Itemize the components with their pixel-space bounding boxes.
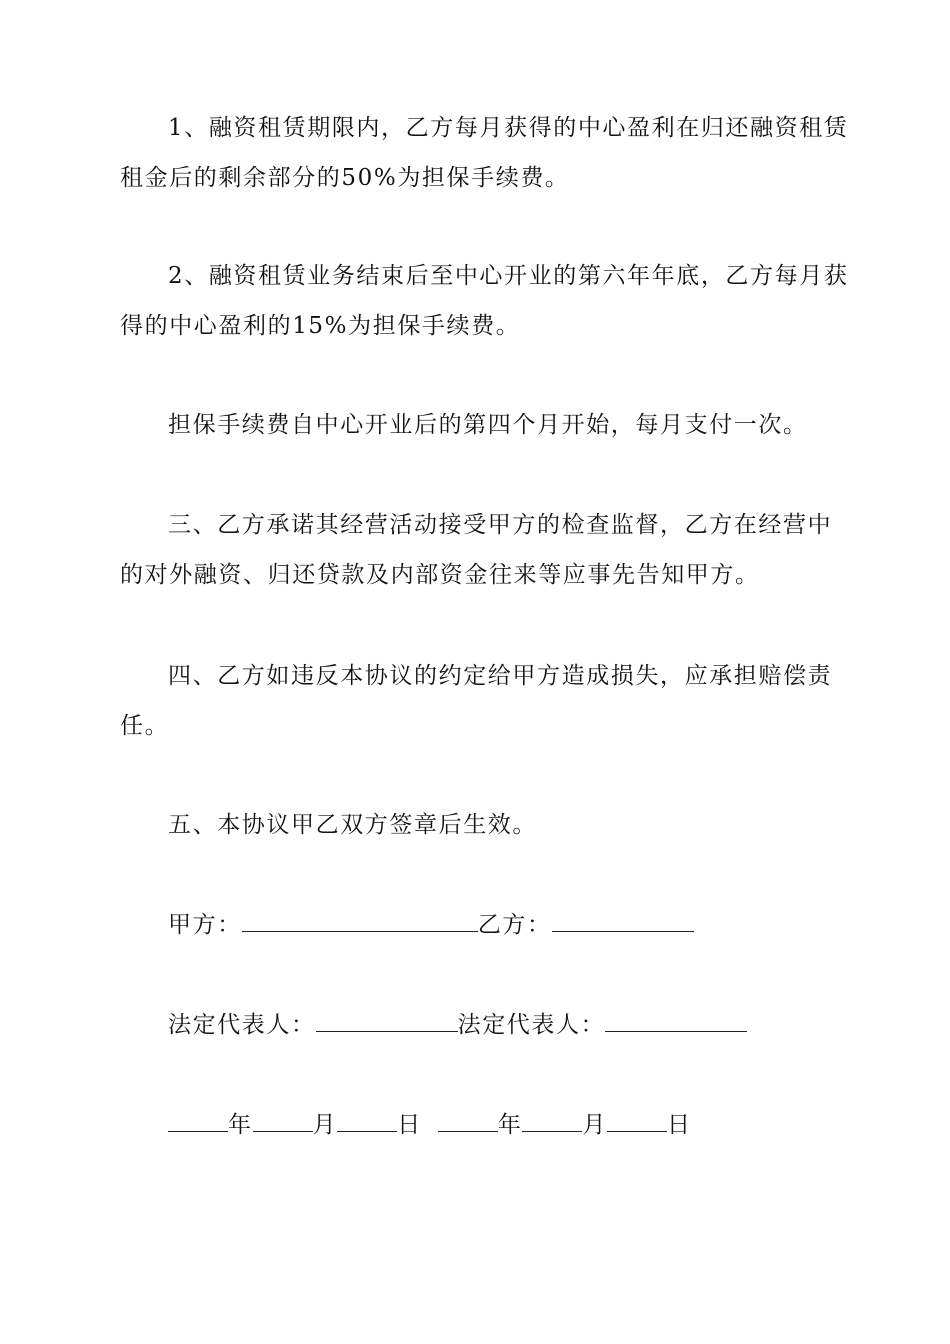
signature-representatives-row (120, 1000, 832, 1050)
paragraph-line: 1、融资租赁期限内，乙方每月获得的中心盈利在归还融资租赁 (168, 115, 849, 141)
signature-dates-line (120, 1100, 832, 1150)
paragraph-line: 得的中心盈利的15%为担保手续费。 (120, 313, 521, 339)
paragraph-line: 2、融资租赁业务结束后至中心开业的第六年年底，乙方每月获 (168, 263, 849, 289)
year-label: 年 (497, 1112, 523, 1138)
rep-a-blank[interactable] (316, 1009, 458, 1032)
paragraph-line: 三、乙方承诺其经营活动接受甲方的检查监督，乙方在经营中 (168, 512, 833, 538)
party-a-label: 甲方： (168, 912, 242, 938)
paragraph-clause-four (120, 651, 832, 751)
party-a-blank[interactable] (242, 909, 478, 932)
day-label: 日 (397, 1112, 422, 1138)
paragraph-payment-schedule (120, 400, 832, 450)
year-label: 年 (228, 1112, 253, 1138)
paragraph-clause-three (120, 500, 832, 600)
date-a-year-blank[interactable] (168, 1109, 228, 1132)
day-label: 日 (667, 1112, 692, 1138)
rep-a-label: 法定代表人： (168, 1012, 316, 1038)
signature-representatives-line (120, 1000, 832, 1050)
paragraph-line: 四、乙方如违反本协议的约定给甲方造成损失，应承担赔偿责 (168, 663, 833, 689)
date-b-month-blank[interactable] (522, 1109, 582, 1132)
signature-dates-row (120, 1100, 832, 1150)
date-b-day-blank[interactable] (607, 1109, 667, 1132)
paragraph-line: 任。 (120, 713, 170, 739)
party-b-blank[interactable] (552, 909, 694, 932)
paragraph-clause-five (120, 800, 832, 850)
paragraph-guarantee-fee-after-lease (120, 251, 849, 351)
paragraph-line: 的对外融资、归还贷款及内部资金往来等应事先告知甲方。 (120, 562, 760, 588)
paragraph-line: 租金后的剩余部分的50%为担保手续费。 (120, 165, 570, 191)
rep-b-blank[interactable] (605, 1009, 747, 1032)
date-b-year-blank[interactable] (438, 1109, 498, 1132)
signature-parties-row (120, 900, 832, 950)
date-a-day-blank[interactable] (337, 1109, 397, 1132)
date-a-month-blank[interactable] (253, 1109, 313, 1132)
signature-parties-line (120, 900, 832, 950)
paragraph-line: 担保手续费自中心开业后的第四个月开始，每月支付一次。 (168, 412, 808, 438)
month-label: 月 (312, 1112, 338, 1138)
paragraph-line: 五、本协议甲乙双方签章后生效。 (168, 812, 537, 838)
month-label: 月 (582, 1112, 608, 1138)
paragraph-guarantee-fee-lease-period (120, 103, 849, 203)
party-b-label: 乙方： (477, 912, 552, 938)
rep-b-label: 法定代表人： (457, 1012, 606, 1038)
